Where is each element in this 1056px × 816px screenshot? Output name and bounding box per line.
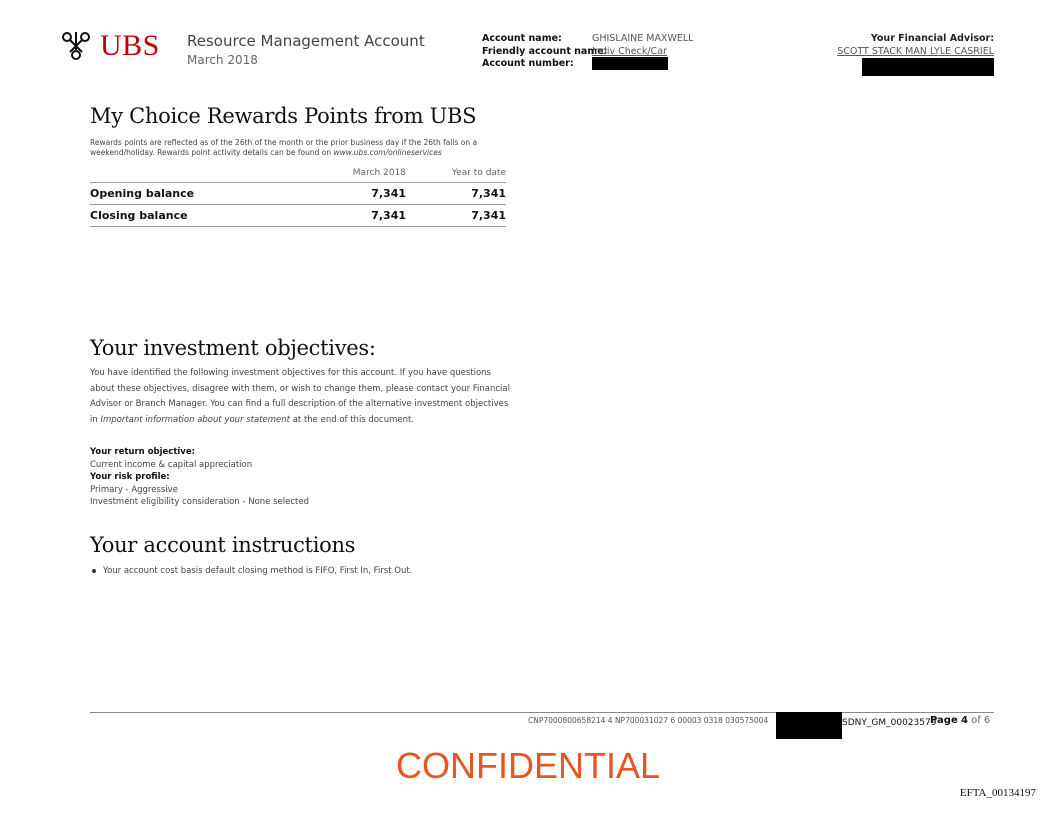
- statement-period: March 2018: [187, 53, 258, 67]
- financial-advisor: [837, 33, 994, 81]
- ubs-logo-text: UBS: [100, 29, 160, 62]
- advisor-label: Your Financial Advisor:: [870, 33, 994, 44]
- ubs-logo: [58, 28, 160, 64]
- footer-redaction: [776, 712, 842, 739]
- rewards-heading: My Choice Rewards Points from UBS: [90, 104, 477, 128]
- online-services-link[interactable]: www.ubs.com/onlineservices: [333, 148, 442, 157]
- risk-profile-value: Primary - Aggressive: [90, 484, 178, 495]
- account-name-label: Account name:: [482, 33, 562, 44]
- table-row: [90, 205, 506, 227]
- ubs-keys-icon: [58, 28, 94, 64]
- account-number-label: Account number:: [482, 58, 574, 69]
- page-total: of 6: [971, 715, 991, 726]
- friendly-name-value: Indiv Check/Car: [592, 45, 667, 57]
- table-row: [90, 183, 506, 205]
- risk-profile-label: Your risk profile:: [90, 472, 170, 482]
- advisor-contact-redaction: [862, 58, 994, 76]
- list-item: [92, 566, 412, 576]
- confidential-stamp: CONFIDENTIAL: [395, 745, 661, 786]
- row-label: Opening balance: [90, 183, 276, 205]
- rewards-table-header: [90, 166, 506, 183]
- eligibility-consideration: Investment eligibility consideration - None selected: [90, 497, 309, 507]
- row-month-value: 7,341: [276, 183, 406, 205]
- investment-objectives-paragraph: [90, 366, 510, 428]
- rewards-note: [90, 138, 520, 158]
- instruction-text: Your account cost basis default closing method is FIFO, First In, First Out.: [103, 566, 413, 576]
- rewards-table: [90, 166, 506, 227]
- account-instructions-heading: Your account instructions: [90, 533, 356, 557]
- rewards-note-line1: Rewards points are reflected as of the 26th of the month or the prior business day if the 26th falls on a: [90, 138, 478, 147]
- investment-details: [90, 446, 309, 509]
- footer-divider: [90, 712, 994, 713]
- account-info: [482, 33, 693, 71]
- account-name-value: GHISLAINE MAXWELL: [592, 33, 694, 44]
- page-label: Page: [930, 715, 958, 726]
- document-title: Resource Management Account: [187, 32, 425, 50]
- row-label: Closing balance: [90, 205, 276, 227]
- col-header-ytd: Year to date: [406, 166, 506, 183]
- efta-identifier: EFTA_00134197: [959, 787, 1036, 799]
- friendly-name-label: Friendly account name:: [482, 45, 608, 57]
- col-header-month: March 2018: [276, 166, 406, 183]
- para-italic-ref: Important information about your statement: [100, 414, 291, 425]
- row-ytd-value: 7,341: [406, 183, 506, 205]
- row-ytd-value: 7,341: [406, 205, 506, 227]
- investment-objectives-heading: Your investment objectives:: [90, 336, 376, 360]
- return-objective-value: Current income & capital appreciation: [90, 459, 253, 470]
- bates-number: SDNY_GM_00023579: [842, 718, 937, 728]
- return-objective-label: Your return objective:: [90, 447, 196, 457]
- para-text-1: You have identified the following investment objectives for this account. If you have questions about these objectives, disagree with them, or wish to change them, please contact your Financial Advisor or Branch Manager. You can find a full description of the alternative investment objectives in: [90, 368, 510, 425]
- col-header-label: [90, 166, 276, 183]
- para-text-2: at the end of this document.: [290, 414, 415, 425]
- footer-document-code: CNP7000800658214 4 NP700031027 6 00003 0318 030575004: [528, 716, 769, 725]
- rewards-note-line2: weekend/holiday. Rewards point activity details can be found on: [90, 148, 334, 157]
- account-number-redaction: [592, 57, 668, 70]
- page-indicator: [930, 715, 990, 726]
- row-month-value: 7,341: [276, 205, 406, 227]
- advisor-names: SCOTT STACK MAN LYLE CASRIEL: [837, 45, 994, 57]
- page-number: 4: [960, 715, 968, 726]
- bullet-icon: [92, 569, 96, 573]
